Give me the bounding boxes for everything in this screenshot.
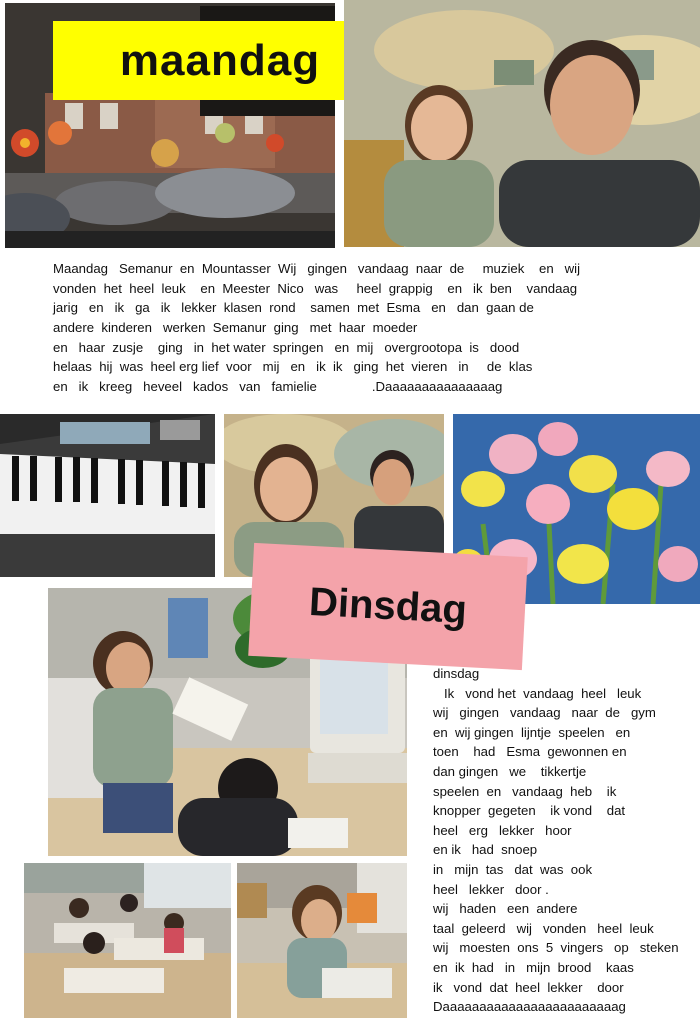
tuesday-paragraph <box>433 664 700 1017</box>
monday-paragraph <box>53 259 698 397</box>
tuesday-line-13: wij haden een andere <box>433 901 578 917</box>
tuesday-line-2: Ik vond het vandaag heel leuk <box>433 685 642 701</box>
tuesday-line-8: knopper gegeten ik vond dat <box>433 803 626 819</box>
heading-dinsdag-text: Dinsdag <box>308 579 468 633</box>
tuesday-line-17: ik vond dat heel lekker door <box>433 979 624 995</box>
monday-line-4: andere kinderen werken Semanur ging met haar moeder <box>53 320 418 336</box>
tuesday-line-5: toen had Esma gewonnen en <box>433 744 627 760</box>
tuesday-line-9: heel erg lekker hoor <box>433 822 572 838</box>
monday-line-5: en haar zusje ging in het water springen en mij overgrootopa is dood <box>53 339 520 355</box>
tuesday-line-3: wij gingen vandaag naar de gym <box>433 705 656 721</box>
photo-classroom <box>24 863 231 1018</box>
tuesday-line-1: dinsdag <box>433 666 480 681</box>
tuesday-line-12: heel lekker door . <box>433 881 549 897</box>
monday-line-1: Maandag Semanur en Mountasser Wij gingen vandaag naar de muziek en wij <box>53 261 581 276</box>
monday-line-3: jarig en ik ga ik lekker klasen rond samen met Esma en dan gaan de <box>53 300 534 316</box>
tuesday-line-18: Daaaaaaaaaaaaaaaaaaaaaaaag <box>433 999 626 1015</box>
tuesday-line-15: wij moesten ons 5 vingers op steken <box>433 940 679 956</box>
heading-maandag <box>53 21 387 100</box>
photo-keyboard <box>0 414 215 577</box>
monday-line-2: vonden het heel leuk en Meester Nico was heel grappig en ik ben vandaag <box>53 280 578 296</box>
heading-dinsdag <box>248 543 528 670</box>
monday-line-7: en ik kreeg heveel kados van famielie .Daaaaaaaaaaaaaaag <box>53 379 503 395</box>
tuesday-line-16: en ik had in mijn brood kaas <box>433 959 634 975</box>
tuesday-line-10: en ik had snoep <box>433 842 538 858</box>
tuesday-line-6: dan gingen we tikkertje <box>433 763 587 779</box>
tuesday-line-11: in mijn tas dat was ook <box>433 861 593 877</box>
photo-semanur-mountasser <box>344 0 700 247</box>
heading-maandag-text: maandag <box>119 35 321 85</box>
tuesday-line-7: speelen en vandaag heb ik <box>433 783 617 799</box>
photo-girl-typing <box>237 863 407 1018</box>
monday-line-6: helaas hij was heel erg lief voor mij en ik ik ging het vieren in de klas <box>53 359 533 375</box>
tuesday-line-4: en wij gingen lijntje speelen en <box>433 724 631 740</box>
tuesday-line-14: taal geleerd wij vonden heel leuk <box>433 920 654 936</box>
